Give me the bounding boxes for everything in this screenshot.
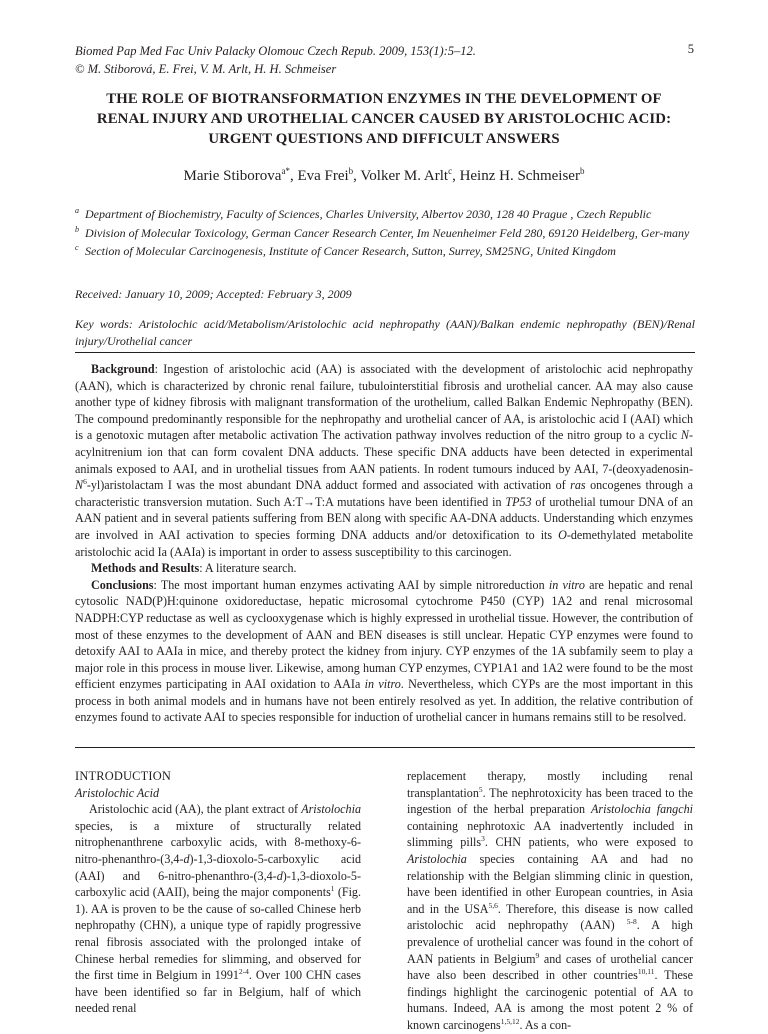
abstract-top-rule <box>75 352 695 353</box>
affiliation-text: Division of Molecular Toxicology, German Cancer Research Center, Im Neuenheimer Feld 280, 69120 Heidelberg, Ger-many <box>85 225 690 240</box>
body-paragraph: Aristolochic acid (AA), the plant extract of Aristolochia species, is a mixture of structurally related nitrophenanthrene carboxylic acids, with 8-methoxy-6-nitro-phenanthro-(3,4-d)-1,3-dioxolo-5-carboxylic acid (AAI) and 6-nitro-phenanthro-(3,4-d)-1,3-dioxolo-5-carboxylic acid (AAII), being the major components$^1$ (Fig. 1). AA is proven to be the cause of so-called Chinese herb nephropathy (CHN), a unique type of rapidly progressive renal fibrosis associated with the prolonged intake of Chinese herbal remedies for slimming, and observed for the first time in Belgium in 1991$^{2-4}$. Over 100 CHN cases have been identified so far in Belgium, half of which needed renal <box>75 802 361 1016</box>
copyright-line: © M. Stiborová, E. Frei, V. M. Arlt, H. H. Schmeiser <box>75 62 337 76</box>
affiliation-text: Department of Biochemistry, Faculty of Sciences, Charles University, Albertov 2030, 128 40 Prague , Czech Republic <box>85 207 652 221</box>
page-number: 5 <box>687 42 694 56</box>
article-title <box>75 89 693 149</box>
affiliation-a <box>75 206 695 223</box>
title-line-2: RENAL INJURY AND UROTHELIAL CANCER CAUSED BY ARISTOLOCHIC ACID: <box>96 111 672 127</box>
author: Marie Stiborova$^{a*}$, <box>183 166 298 184</box>
journal-citation: Biomed Pap Med Fac Univ Palacky Olomouc Czech Repub. 2009, 153(1):5–12. <box>75 44 476 58</box>
abstract-methods: Methods and Results: A literature search. <box>91 561 297 576</box>
author: Eva Frei$^b$, <box>297 166 361 184</box>
title-line-3: URGENT QUESTIONS AND DIFFICULT ANSWERS <box>208 131 560 147</box>
section-heading: INTRODUCTION <box>75 769 172 783</box>
abstract-bottom-rule <box>75 747 695 748</box>
subsection-heading: Aristolochic Acid <box>75 785 160 800</box>
author-list <box>75 166 693 186</box>
title-line-1: THE ROLE OF BIOTRANSFORMATION ENZYMES IN THE DEVELOPMENT OF <box>106 91 662 107</box>
body-column-left <box>75 768 361 1017</box>
abstract-background: Background: Ingestion of aristolochic acid (AA) is associated with the development of aristolochic acid nephropathy (AAN), which is characterized by chronic renal failure, tubulointerstitial fibrosis and urothelial cancer. AA may also cause another type of kidney fibrosis with malignant transformation of the urothelium, called Balkan Endemic Nephropathy (BEN). The compound predominantly responsible for the nephropathy and urothelial cancer of AA, is aristolochic acid I (AAI) which is a genotoxic mutagen after metabolic activation The activation pathway involves reduction of the nitro group to a cyclic N-acylnitrenium ion that can form covalent DNA adducts. These specific DNA adducts have been detected in experimental animals exposed to AAI, and in urothelial tissues from AAN patients. In rodent tumours induced by AAI, $7-(deoxyadenosin-N^6-yl)aristolactam$ I was the most abundant DNA adduct formed and associated with activation of ras oncogenes through a characteristic transversion mutation. Such A:T→T:A mutations have been identified in TP53 of urothelial tumour DNA of an AAN patient and in several patients suffering from BEN along with specific AA-DNA adducts. Understanding which enzymes are involved in AAI activation to species forming DNA adducts and/or detoxification to its O-demethylated metabolite aristolochic acid Ia (AAIa) is important in order to assess susceptibility to this carcinogen. <box>75 362 693 559</box>
affiliation-mark: a <box>75 206 79 215</box>
abstract <box>75 361 693 726</box>
abstract-conclusions: Conclusions: The most important human enzymes activating AAI by simple nitroreduction in vitro are hepatic and renal cytosolic NAD(P)H:quinone oxidoreductase, hepatic microsomal cytochrome P450 (CYP) 1A2 and renal microsomal NADPH:CYP reductase as well as cyclooxygenase which is highly expressed in urothelial tissue. However, the contribution of most of these enzymes to the development of AAN and BEN diseases is still unclear. Hepatic CYP enzymes were found to detoxify AAI to AAIa in mice, and thereby protect the kidney from injury. CYP enzymes of the 1A subfamily seem to play a major role in this process in mouse liver. Likewise, among human CYP enzymes, CYP1A1 and 1A2 were found to be the most efficient enzymes participating in AAI oxidation to AAIa in vitro. Nevertheless, which CYPs are the most important in this process in both animal models and in humans have not been entirely resolved as yet. In addition, the relative contribution of enzymes found to activate AAI to species responsible for induction of urothelial cancer in humans remains still to be resolved. <box>75 577 694 725</box>
affiliation-c <box>75 243 695 260</box>
body-paragraph: replacement therapy, mostly including renal transplantation$^5$. The nephrotoxicity has been traced to the ingestion of the herbal preparation Aristolochia fangchi containing nephrotoxic AA inadvertently included in slimming pills$^3$. CHN patients, who were exposed to Aristolochia species containing AA and had no relationship with the Belgian slimming clinic in question, have been identified in other European countries, in Asia and in the USA$^{5,6}$. Therefore, this disease is now called aristolochic acid nephropathy (AAN) $^{5-8}$. A high prevalence of urothelial cancer was found in the cohort of AAN patients in Belgium$^9$ and cases of urothelial cancer have also been described in other countries$^{10,11}$. These findings highlight the carcinogenic potential of AA to humans. Indeed, AA is among the most potent 2 % of known carcinogens$^{1,5,12}$. As a con- <box>407 769 694 1032</box>
body-column-right <box>407 768 693 1034</box>
affiliation-b <box>75 225 695 242</box>
author: Heinz H. Schmeiser$^b$ <box>459 166 585 184</box>
running-header <box>75 42 695 78</box>
affiliation-text: Section of Molecular Carcinogenesis, Institute of Cancer Research, Sutton, Surrey, SM25NG, United Kingdom <box>85 244 616 259</box>
keywords: Key words: Aristolochic acid/Metabolism/Aristolochic acid nephropathy (AAN)/Balkan endemic nephropathy (BEN)/Renal injury/Urothelial cancer <box>75 317 695 348</box>
affiliation-mark: c <box>75 243 79 253</box>
received-dates: Received: January 10, 2009; Accepted: February 3, 2009 <box>75 287 352 301</box>
affiliation-mark: b <box>75 224 79 234</box>
author: Volker M. Arlt$^c$, <box>360 166 460 184</box>
affiliations <box>75 206 695 262</box>
